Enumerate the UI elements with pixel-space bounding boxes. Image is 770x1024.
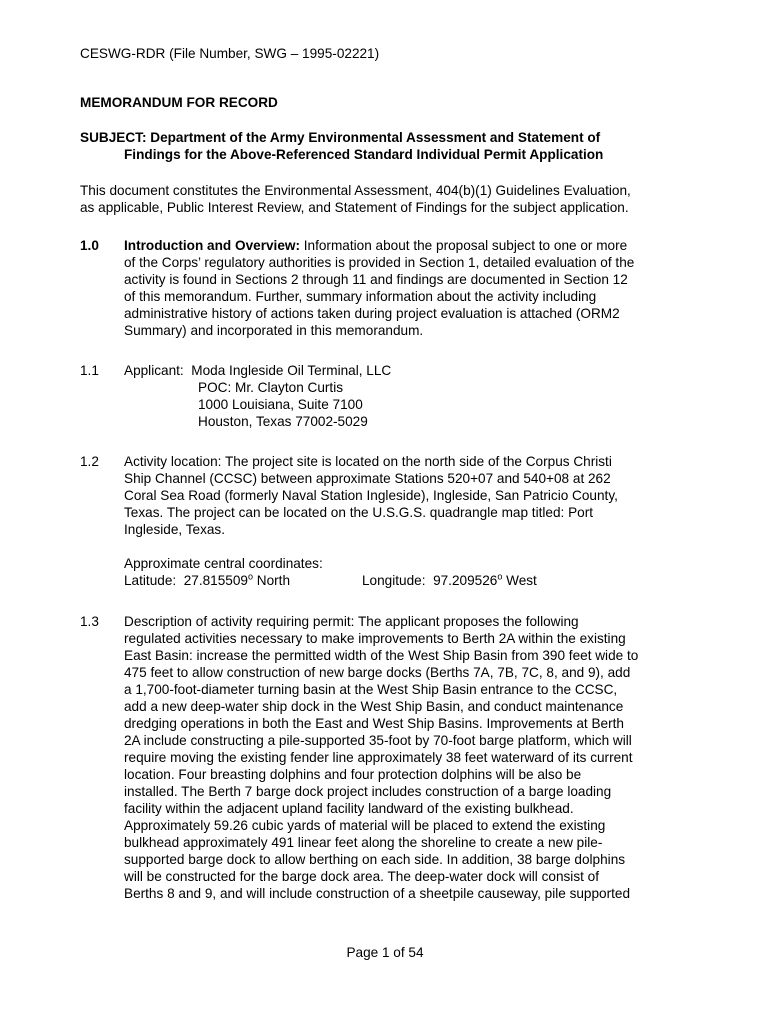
section-line: will be constructed for the barge dock area. The deep-water dock will consist of	[124, 869, 600, 884]
section-line: Approximately 59.26 cubic yards of material will be placed to extend the existing	[124, 818, 606, 833]
applicant-name: Moda Ingleside Oil Terminal, LLC	[191, 363, 392, 378]
latitude-dir: North	[253, 573, 291, 588]
degree-mark: o	[247, 571, 253, 582]
section-line: add a new deep-water ship dock in the West Ship Basin, and conduct maintenance	[124, 699, 624, 714]
section-heading: Introduction and Overview:	[124, 238, 300, 253]
section-line: installed. The Berth 7 barge dock project includes construction of a barge loading	[124, 784, 612, 799]
section-body	[124, 453, 714, 589]
section-number: 1.0	[80, 238, 99, 253]
intro-paragraph	[80, 182, 700, 216]
applicant-city: Houston, Texas 77002-5029	[198, 414, 368, 429]
latitude-label: Latitude:	[124, 573, 177, 588]
section-body	[124, 237, 714, 339]
applicant-block	[124, 362, 714, 430]
intro-line: as applicable, Public Interest Review, and Statement of Findings for the subject application.	[80, 200, 629, 215]
section-line: Summary) and incorporated in this memorandum.	[124, 323, 424, 338]
section-line: Activity location: The project site is located on the north side of the Corpus Christi	[124, 454, 612, 469]
section-line: supported barge dock to allow berthing on each side. In addition, 38 barge dolphins	[124, 852, 626, 867]
file-number-header: CESWG-RDR (File Number, SWG – 1995-02221)	[80, 46, 380, 61]
section-line: facility within the adjacent upland facility landward of the existing bulkhead.	[124, 801, 574, 816]
coords-label: Approximate central coordinates:	[124, 556, 323, 571]
section-line: location. Four breasting dolphins and four protection dolphins will be also be	[124, 767, 582, 782]
section-number: 1.3	[80, 614, 99, 629]
section-line: Description of activity requiring permit: The applicant proposes the following	[124, 614, 579, 629]
section-line: activity is found in Sections 2 through 11 and findings are documented in Section 12	[124, 272, 628, 287]
section-line: dredging operations in both the East and West Ship Basins. Improvements at Berth	[124, 716, 624, 731]
coords-row	[124, 572, 714, 589]
section-number: 1.1	[80, 363, 99, 378]
longitude-label: Longitude:	[362, 573, 426, 588]
section-line: require moving the existing fender line approximately 38 feet waterward of its current	[124, 750, 633, 765]
section-line: Ship Channel (CCSC) between approximate Stations 520+07 and 540+08 at 262	[124, 471, 611, 486]
section-line: regulated activities necessary to make improvements to Berth 2A within the existing	[124, 631, 626, 646]
longitude-value: 97.209526	[433, 573, 498, 588]
applicant-line	[124, 362, 714, 379]
applicant-label: Applicant:	[124, 363, 184, 378]
subject-block	[80, 129, 700, 163]
memo-title: MEMORANDUM FOR RECORD	[80, 95, 278, 110]
page-number-footer: Page 1 of 54	[346, 945, 424, 960]
intro-line: This document constitutes the Environmental Assessment, 404(b)(1) Guidelines Evaluation,	[80, 183, 631, 198]
longitude	[362, 572, 537, 589]
longitude-dir: West	[502, 573, 537, 588]
section-line: East Basin: increase the permitted width of the West Ship Basin from 390 feet wide to	[124, 648, 639, 663]
section-line: bulkhead approximately 491 linear feet along the shoreline to create a new pile-	[124, 835, 603, 850]
section-line: of the Corps’ regulatory authorities is provided in Section 1, detailed evaluation of the	[124, 255, 635, 270]
latitude-value: 27.815509	[183, 573, 248, 588]
section-line: Coral Sea Road (formerly Naval Station Ingleside), Ingleside, San Patricio County,	[124, 488, 618, 503]
section-line: 2A include constructing a pile-supported 35-foot by 70-foot barge platform, which will	[124, 733, 632, 748]
section-line: a 1,700-foot-diameter turning basin at the West Ship Basin entrance to the CCSC,	[124, 682, 618, 697]
section-first-line	[124, 237, 714, 254]
section-number: 1.2	[80, 454, 99, 469]
section-body	[124, 613, 714, 902]
section-line: Ingleside, Texas.	[124, 522, 226, 537]
subject-line-2: Findings for the Above-Referenced Standard Individual Permit Application	[124, 147, 604, 162]
section-line: Berths 8 and 9, and will include construction of a sheetpile causeway, pile supported	[124, 886, 631, 901]
section-line: of this memorandum. Further, summary information about the activity including	[124, 289, 597, 304]
section-line: Texas. The project can be located on the U.S.G.S. quadrangle map titled: Port	[124, 505, 594, 520]
applicant-street: 1000 Louisiana, Suite 7100	[198, 397, 363, 412]
section-line: 475 feet to allow construction of new barge docks (Berths 7A, 7B, 7C, 8, and 9), add	[124, 665, 631, 680]
subject-line-1: Department of the Army Environmental Assessment and Statement of	[150, 130, 601, 145]
degree-mark: o	[497, 571, 503, 582]
section-text: Information about the proposal subject to one or more	[299, 238, 628, 253]
section-line: administrative history of actions taken during project evaluation is attached (ORM2	[124, 306, 620, 321]
subject-label: SUBJECT:	[80, 130, 147, 145]
latitude	[124, 572, 290, 589]
applicant-poc: POC: Mr. Clayton Curtis	[198, 380, 344, 395]
